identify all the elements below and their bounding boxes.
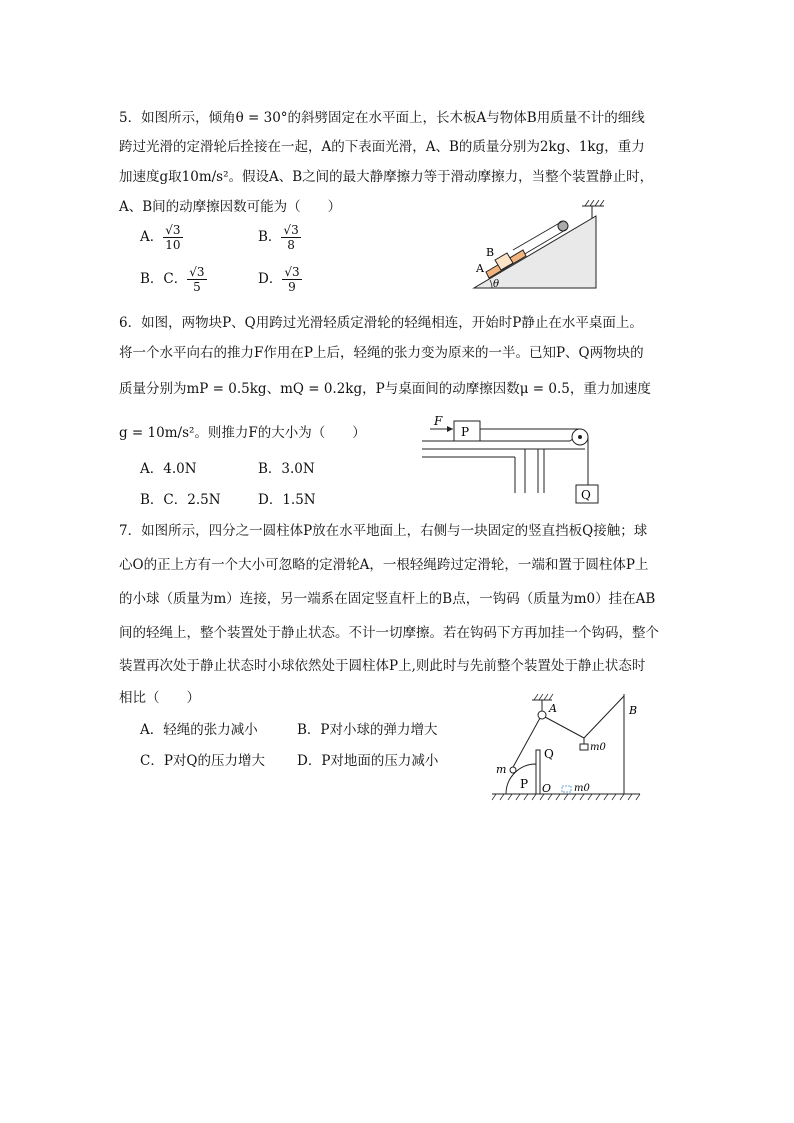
- q7-pulley-figure: [488, 690, 648, 802]
- option-label: B．C．: [140, 271, 188, 287]
- hook-weight: [580, 744, 588, 750]
- q7-line-1: 7．如图所示，四分之一圆柱体P放在水平地面上，右侧与一块固定的竖直挡板Q接触；球: [119, 523, 648, 539]
- q5-line-1: 5．如图所示，倾角θ = 30°的斜劈固定在水平面上，长木板A与物体B用质量不计的细线: [119, 110, 645, 126]
- q5-line-2: 跨过光滑的定滑轮后拴接在一起，A的下表面光滑，A、B的质量分别为2kg、1kg，重力: [119, 139, 645, 155]
- label-f: F: [434, 414, 443, 428]
- added-weight: [562, 786, 571, 792]
- q5-incline-figure: [468, 200, 608, 295]
- q6-line-2: 将一个水平向右的推力F作用在P上后，轻绳的张力变为原来的一半。已知P、Q两物块的: [119, 345, 644, 361]
- q5-line-3: 加速度g取10m/s²。假设A、B之间的最大静摩擦力等于滑动摩擦力，当整个装置静止时，: [119, 169, 654, 185]
- q7-option-c[interactable]: C．P对Q的压力增大: [140, 753, 265, 769]
- label-b: B: [486, 246, 495, 259]
- ball-m: [510, 767, 516, 773]
- label-theta: θ: [493, 279, 500, 290]
- q5-option-b[interactable]: [258, 223, 301, 252]
- q6-option-b[interactable]: B．3.0N: [258, 461, 315, 477]
- q5-line-4: A、B间的动摩擦因数可能为（ ）: [119, 199, 342, 215]
- label-q: Q: [544, 747, 554, 761]
- fraction: $\frac{√3}{10}$: [165, 223, 181, 252]
- q6-line-4: g = 10m/s²。则推力F的大小为（ ）: [119, 425, 366, 441]
- label-a: A: [549, 702, 557, 715]
- q7-option-d[interactable]: D．P对地面的压力减小: [297, 753, 439, 769]
- q5-option-d[interactable]: [258, 265, 302, 294]
- q6-line-3: 质量分别为mP = 0.5kg、mQ = 0.2kg，P与桌面间的动摩擦因数μ = 0.5，重力加速度: [119, 381, 651, 397]
- label-m0: m0: [590, 742, 606, 753]
- q7-line-4: 间的轻绳上，整个装置处于静止状态。不计一切摩擦。若在钩码下方再加挂一个钩码，整个: [119, 625, 659, 641]
- q7-option-b[interactable]: B．P对小球的弹力增大: [297, 722, 438, 738]
- fraction: $\frac{√3}{5}$: [189, 265, 205, 294]
- q7-line-3: 的小球（质量为m）连接，另一端系在固定竖直杆上的B点，一钩码（质量为m0）挂在AB: [119, 591, 656, 607]
- q7-option-a[interactable]: A．轻绳的张力减小: [140, 722, 258, 738]
- label-m: m: [496, 763, 507, 776]
- fraction: $\frac{√3}{9}$: [284, 265, 300, 294]
- label-o: O: [542, 782, 552, 795]
- label-a: A: [476, 262, 484, 275]
- label-b: B: [629, 704, 638, 717]
- q6-line-1: 6．如图，两物块P、Q用跨过光滑轻质定滑轮的轻绳相连，开始时P静止在水平桌面上。: [119, 315, 643, 331]
- board-q: [536, 750, 540, 794]
- q6-option-d[interactable]: D．1.5N: [258, 492, 316, 508]
- fraction: $\frac{√3}{8}$: [283, 223, 299, 252]
- q5-option-c[interactable]: [140, 265, 207, 294]
- q5-option-a[interactable]: [140, 223, 183, 252]
- q6-option-a[interactable]: A．4.0N: [140, 461, 197, 477]
- q6-table-figure: [420, 413, 610, 508]
- label-p: P: [520, 777, 529, 791]
- label-p: P: [461, 425, 470, 439]
- pulley-icon: [538, 711, 546, 719]
- q7-line-6: 相比（ ）: [119, 690, 200, 706]
- option-label: D．: [258, 271, 283, 287]
- label-m0-added: m0: [574, 783, 590, 794]
- q7-line-2: 心O的正上方有一个大小可忽略的定滑轮A，一根轻绳跨过定滑轮，一端和置于圆柱体P上: [119, 557, 649, 573]
- option-label: B．: [258, 229, 282, 245]
- label-q: Q: [581, 488, 591, 502]
- q7-line-5: 装置再次处于静止状态时小球依然处于圆柱体P上,则此时与先前整个装置处于静止状态时: [119, 658, 646, 674]
- option-label: A．: [140, 229, 164, 245]
- q6-option-c[interactable]: B．C．2.5N: [140, 492, 221, 508]
